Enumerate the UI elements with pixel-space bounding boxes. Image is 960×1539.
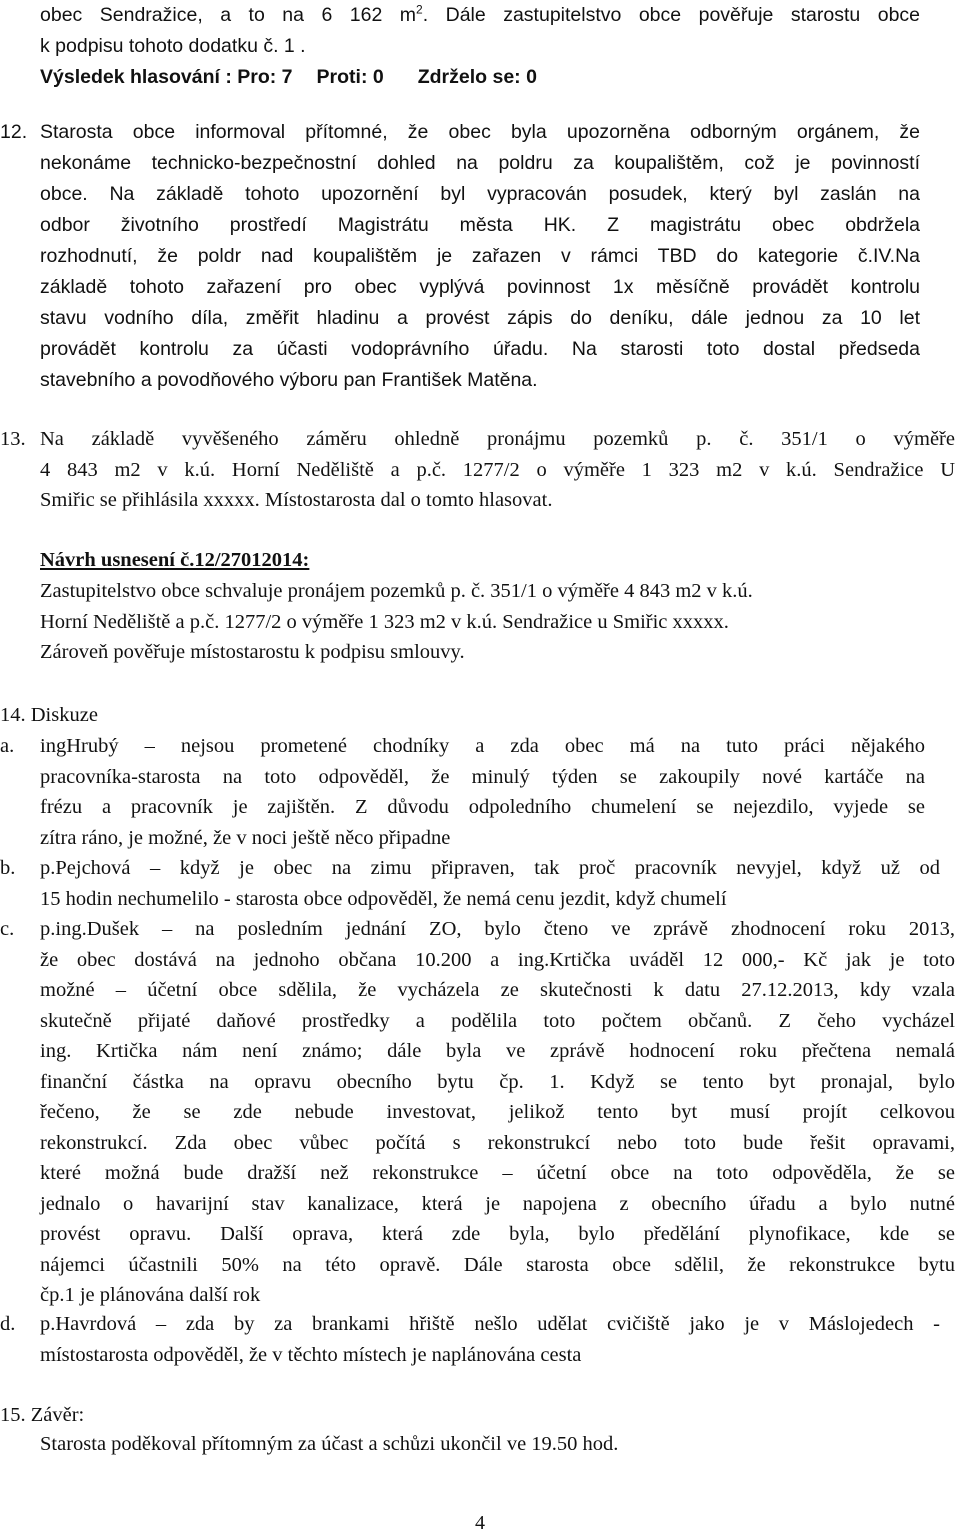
discussion-c-line: možné – účetní obce sdělila, že vycházela ze skutečnosti k datu 27.12.2013, kdy vzala <box>40 979 955 1001</box>
discussion-a-line: ingHrubý – nejsou prometené chodníky a zda obec má na tuto práci nějakého <box>40 735 925 757</box>
item-14-heading: 14. Diskuze <box>0 704 98 726</box>
discussion-d-line: místostarosta odpověděl, že v těchto místech je naplánována cesta <box>40 1343 582 1366</box>
discussion-b-line: p.Pejchová – když je obec na zimu připraven, tak proč pracovník nevyjel, když už od <box>40 857 940 879</box>
discussion-c-line: které možná bude dražší než rekonstrukce – účetní obce na toto odpověděla, že se <box>40 1162 955 1184</box>
discussion-c-line: rekonstrukcí. Zda obec vůbec počítá s rekonstrukcí nebo toto bude řešit opravami, <box>40 1131 955 1154</box>
discussion-c-line: provést opravu. Další oprava, která zde byla, bylo předělání plynofikace, kde se <box>40 1223 955 1245</box>
discussion-c-line: ing. Krtička nám není známo; dále byla ve zprávě hodnocení roku přečtena nemalá <box>40 1040 955 1062</box>
item-13-line: 4 843 m2 v k.ú. Horní Neděliště a p.č. 1277/2 o výměře 1 323 m2 v k.ú. Sendražice U <box>40 458 955 481</box>
discussion-c-line: nájemci účastnili 50% na této opravě. Dále starosta obce sdělil, že rekonstrukce bytu <box>40 1253 955 1276</box>
discussion-c-line: že obec dostává na jednoho občana 10.200 a ing.Krtička uváděl 12 000,- Kč jak je toto <box>40 948 955 971</box>
discussion-b-line: 15 hodin nechumelilo - starosta obce odpověděl, že nemá cenu jezdit, když chumelí <box>40 887 727 910</box>
item-12-line: základě tohoto zařazení pro obec vyplývá povinnost 1x měsíčně provádět kontrolu <box>40 276 920 298</box>
vote-zdrzelo: Zdrželo se: 0 <box>417 66 537 88</box>
vote-proti: Proti: 0 <box>316 66 384 88</box>
proposal-label: Návrh usnesení č.12/27012014: <box>40 549 310 571</box>
discussion-c-line: čp.1 je plánována další rok <box>40 1284 261 1306</box>
intro-line-2: k podpisu tohoto dodatku č. 1 . <box>40 35 306 57</box>
item-12-line: provádět kontrolu za účasti vodoprávního úřadu. Na starosti toto dostal předseda <box>40 338 920 360</box>
discussion-item-letter: b. <box>0 857 16 879</box>
item-13-number: 13. <box>0 428 26 450</box>
proposal-line: Zastupitelstvo obce schvaluje pronájem pozemků p. č. 351/1 o výměře 4 843 m2 v k.ú. <box>40 580 753 602</box>
discussion-a-line: frézu a pracovník je zajištěn. Z důvodu odpoledního chumelení se nejezdilo, vyjede se <box>40 796 925 818</box>
page-number: 4 <box>475 1512 485 1534</box>
discussion-c-line: p.ing.Dušek – na posledním jednání ZO, bylo čteno ve zprávě zhodnocení roku 2013, <box>40 918 955 940</box>
item-12-line: obce. Na základě tohoto upozornění byl vypracován posudek, který byl zaslán na <box>40 183 920 205</box>
discussion-c-line: jednalo o havarijní stav kanalizace, která je napojena z obecního úřadu a bylo nutné <box>40 1192 955 1215</box>
item-12-line: stavu vodního díla, změřit hladinu a provést zápis do deníku, dále jednou za 10 let <box>40 307 920 329</box>
proposal-line: Zároveň pověřuje místostarostu k podpisu smlouvy. <box>40 641 465 663</box>
discussion-c-line: skutečně přijaté daňové prostředky a podělila toto počtem občanů. Z čeho vycházel <box>40 1009 955 1032</box>
item-12-line: Starosta obce informoval přítomné, že obec byla upozorněna odborným orgánem, že <box>40 121 920 143</box>
discussion-a-line: zítra ráno, je možné, že v noci ještě něco připadne <box>40 826 451 849</box>
item-13-line: Na základě vyvěšeného záměru ohledně pronájmu pozemků p. č. 351/1 o výměře <box>40 428 955 450</box>
vote-pro: Výsledek hlasování : Pro: 7 <box>40 66 293 88</box>
item-12-line: stavebního a povodňového výboru pan František Matěna. <box>40 369 538 391</box>
vote-result <box>40 62 537 92</box>
intro-line-1: obec Sendražice, a to na 6 162 $m^2$. Dále zastupitelstvo obce pověřuje starostu obce <box>40 2 921 26</box>
discussion-d-line: p.Havrdová – zda by za brankami hřiště nešlo udělat cvičiště jako je v Máslojedech - <box>40 1313 940 1335</box>
item-13-line: Smiřic se přihlásila xxxxx. Místostarosta dal o tomto hlasovat. <box>40 489 553 511</box>
discussion-a-line: pracovníka-starosta na toto odpověděl, že minulý týden se zakoupily nové kartáče na <box>40 765 925 788</box>
discussion-item-letter: d. <box>0 1313 16 1335</box>
discussion-item-letter: a. <box>0 735 15 757</box>
item-12-line: odbor životního prostředí Magistrátu města HK. Z magistrátu obec obdržela <box>40 214 920 236</box>
item-12-line: nekonáme technicko-bezpečnostní dohled na poldru za koupalištěm, což je povinností <box>40 152 920 174</box>
discussion-item-letter: c. <box>0 918 15 940</box>
discussion-c-line: řečeno, že se zde nebude investovat, jelikož tento byt musí projít celkovou <box>40 1101 955 1123</box>
item-12-number: 12. <box>0 121 28 143</box>
discussion-c-line: finanční částka na opravu obecního bytu čp. 1. Když se tento byt pronajal, bylo <box>40 1070 955 1093</box>
item-15-heading: 15. Závěr: <box>0 1404 85 1426</box>
item-15-text: Starosta poděkoval přítomným za účast a schůzi ukončil ve 19.50 hod. <box>40 1433 619 1455</box>
item-12-line: rozhodnutí, že poldr nad koupalištěm je zařazen v rámci TBD do kategorie č.IV.Na <box>40 245 920 267</box>
proposal-line: Horní Neděliště a p.č. 1277/2 o výměře 1 323 m2 v k.ú. Sendražice u Smiřic xxxxx. <box>40 610 729 633</box>
